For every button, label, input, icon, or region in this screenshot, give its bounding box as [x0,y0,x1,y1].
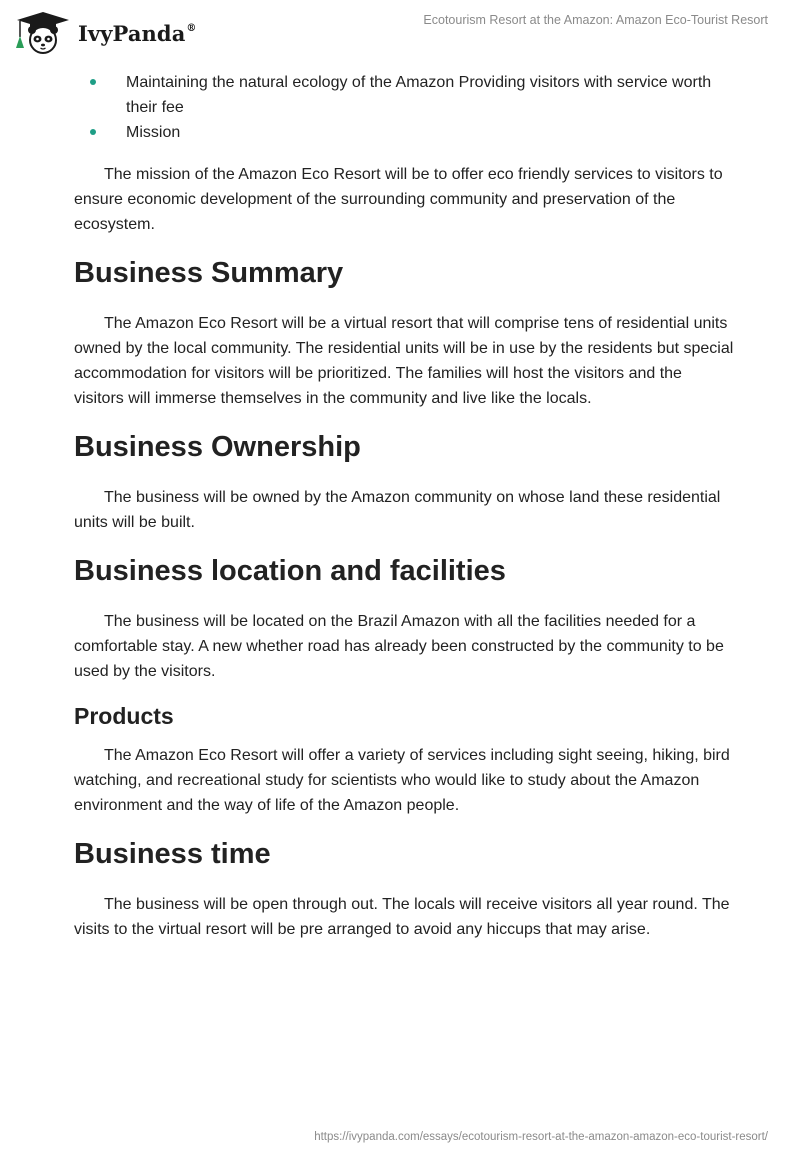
ownership-paragraph: The business will be owned by the Amazon community on whose land these residential units will be built. [74,489,721,531]
ivypanda-logo[interactable] [14,8,197,56]
source-url[interactable]: https://ivypanda.com/essays/ecotourism-resort-at-the-amazon-amazon-eco-tourist-resort/ [314,1131,768,1143]
panda-graduate-icon [14,10,72,54]
ownership-heading: Business Ownership [74,431,361,463]
mission-paragraph: The mission of the Amazon Eco Resort will be to offer eco friendly services to visitors to ensure economic development of the surrounding community and preservation of the ecosystem. [74,166,723,233]
location-heading: Business location and facilities [74,555,506,587]
products-paragraph: The Amazon Eco Resort will offer a variety of services including sight seeing, hiking, bird watching, and recreational study for scientists who would like to study about the Amazon environment and the way of life of the Amazon people. [74,747,730,814]
summary-paragraph: The Amazon Eco Resort will be a virtual resort that will comprise tens of residential units owned by the local community. The residential units will be in use by the residents but special accommodation for visitors will be prioritized. The families will host the visitors and the visitors will immerse themselves in the community and live like the locals. [74,315,734,407]
bullet-dot-icon [90,79,96,85]
time-heading: Business time [74,838,271,870]
location-paragraph: The business will be located on the Brazil Amazon with all the facilities needed for a comfortable stay. A new whether road has already been constructed by the community to be used by the visitors. [74,613,724,680]
bullet-list [74,70,734,145]
list-item: Maintaining the natural ecology of the Amazon Providing visitors with service worth their fee [74,70,734,120]
essay-body [74,70,734,942]
summary-heading: Business Summary [74,257,344,289]
time-paragraph: The business will be open through out. The locals will receive visitors all year round. The visits to the virtual resort will be pre arranged to avoid any hiccups that may arise. [74,896,730,938]
logo-wordmark: IvyPanda® [78,20,197,46]
bullet-dot-icon [90,129,96,135]
document-title: Ecotourism Resort at the Amazon: Amazon Eco-Tourist Resort [423,13,768,27]
list-item: Mission [74,120,734,145]
page-header [0,0,800,62]
products-heading: Products [74,703,174,729]
